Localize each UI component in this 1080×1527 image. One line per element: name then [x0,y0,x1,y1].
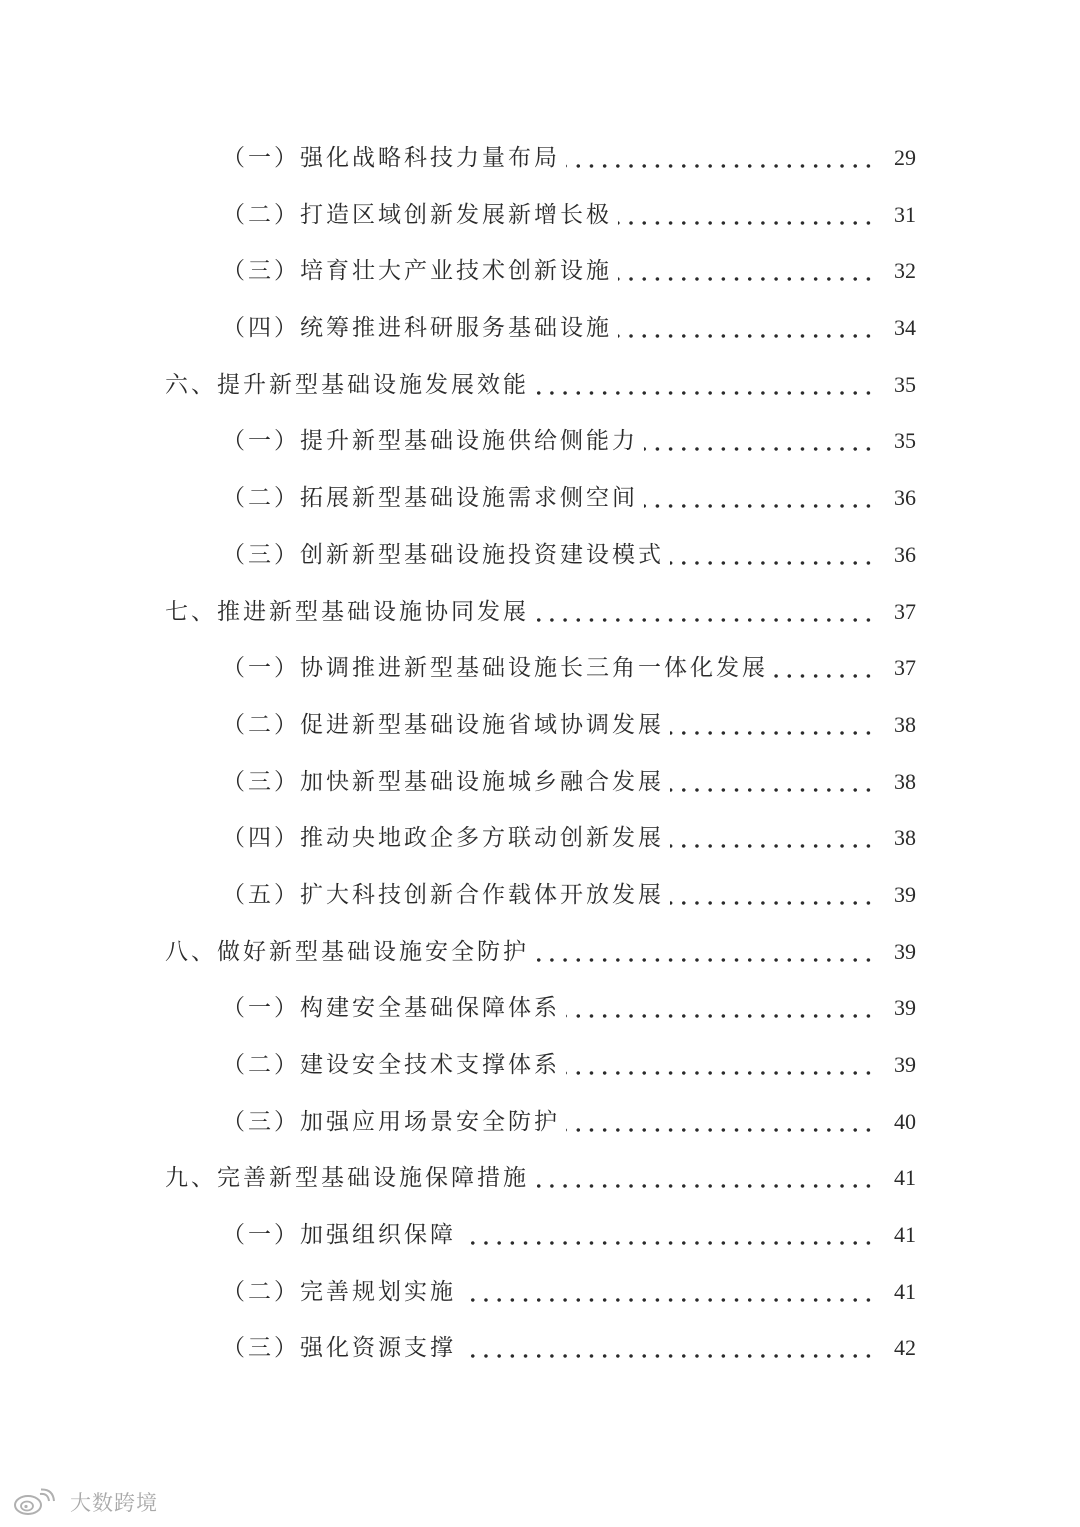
toc-section-entry [0,1264,1080,1321]
toc-page-number: 34 [894,315,916,341]
toc-page-number: 32 [894,258,916,284]
toc-dot-leader [644,447,875,451]
toc-entry-title: （一）协调推进新型基础设施长三角一体化发展 [222,655,768,682]
toc-page-number: 39 [894,938,916,964]
toc-dot-leader [566,1071,875,1075]
watermark-text: 大数跨境 [70,1491,158,1515]
toc-entry-title: （四）统筹推进科研服务基础设施 [222,315,612,342]
toc-chapter-entry [0,1150,1080,1207]
toc-dot-leader [670,844,875,848]
toc-entry-title: 七、推进新型基础设施协同发展 [165,598,529,625]
toc-dot-leader [670,561,875,565]
toc-section-entry [0,470,1080,527]
toc-dot-leader [566,1128,875,1132]
toc-dot-leader [462,1354,875,1358]
toc-section-entry [0,130,1080,187]
toc-page-number: 41 [894,1165,916,1191]
toc-page-number: 38 [894,711,916,737]
toc-page-number: 39 [894,995,916,1021]
toc-section-entry [0,1094,1080,1151]
toc-dot-leader [566,164,875,168]
toc-page-number: 31 [894,201,916,227]
toc-page-number: 39 [894,881,916,907]
toc-entry-title: （二）拓展新型基础设施需求侧空间 [222,485,638,512]
toc-section-entry [0,243,1080,300]
toc-page-number: 35 [894,428,916,454]
toc-entry-title: （一）加强组织保障 [222,1222,456,1249]
toc-page-number: 36 [894,485,916,511]
toc-entry-title: 六、提升新型基础设施发展效能 [165,371,529,398]
toc-entry-title: 九、完善新型基础设施保障措施 [165,1165,529,1192]
toc-page-number: 39 [894,1052,916,1077]
toc-section-entry [0,640,1080,697]
toc-dot-leader [670,901,875,905]
toc-entry-title: （二）建设安全技术支撑体系 [222,1052,560,1078]
toc-entry-title: （一）强化战略科技力量布局 [222,145,560,171]
toc-page-number: 40 [894,1108,916,1134]
toc-dot-leader [618,277,875,281]
toc-section-entry [0,1320,1080,1377]
toc-entry-title: （一）提升新型基础设施供给侧能力 [222,428,638,455]
watermark [12,1486,158,1518]
toc-page-number: 37 [894,655,916,681]
toc-page-number: 38 [894,825,916,851]
toc-entry-title: 八、做好新型基础设施安全防护 [165,938,529,965]
toc-section-entry [0,867,1080,924]
toc-dot-leader [462,1241,875,1245]
weibo-logo-icon [12,1488,62,1516]
toc-section-entry [0,980,1080,1037]
toc-section-entry [0,413,1080,470]
toc-page-number: 38 [894,768,916,794]
toc-entry-title: （三）加快新型基础设施城乡融合发展 [222,768,664,795]
toc-entry-title: （五）扩大科技创新合作载体开放发展 [222,881,664,908]
toc-page-number: 37 [894,598,916,624]
toc-section-entry [0,187,1080,244]
toc-section-entry [0,810,1080,867]
toc-page-number: 41 [894,1278,916,1304]
toc-section-entry [0,1207,1080,1264]
toc-section-entry [0,754,1080,811]
toc-page-number: 36 [894,541,916,567]
toc-entry-title: （四）推动央地政企多方联动创新发展 [222,825,664,852]
toc-chapter-entry [0,584,1080,641]
toc-dot-leader [670,731,875,735]
toc-entry-title: （二）打造区域创新发展新增长极 [222,201,612,228]
toc-dot-leader [618,334,875,338]
toc-entry-title: （三）创新新型基础设施投资建设模式 [222,541,664,568]
toc-chapter-entry [0,924,1080,981]
toc-dot-leader [462,1298,875,1302]
toc-entry-title: （二）促进新型基础设施省域协调发展 [222,711,664,738]
toc-dot-leader [670,788,875,792]
toc-entry-title: （二）完善规划实施 [222,1278,456,1305]
toc-dot-leader [618,221,875,225]
table-of-contents [0,130,1080,1377]
toc-dot-leader [535,618,875,622]
toc-entry-title: （三）培育壮大产业技术创新设施 [222,258,612,285]
toc-page-number: 42 [894,1335,916,1361]
toc-section-entry [0,527,1080,584]
toc-section-entry [0,300,1080,357]
toc-page-number: 41 [894,1222,916,1248]
toc-dot-leader [644,504,875,508]
toc-entry-title: （一）构建安全基础保障体系 [222,995,560,1022]
toc-section-entry [0,1037,1080,1094]
toc-chapter-entry [0,357,1080,414]
toc-dot-leader [566,1014,875,1018]
toc-section-entry [0,697,1080,754]
toc-entry-title: （三）强化资源支撑 [222,1335,456,1362]
toc-page-number: 35 [894,371,916,397]
toc-page-number: 29 [894,145,916,170]
toc-dot-leader [535,391,875,395]
toc-dot-leader [774,674,875,678]
toc-entry-title: （三）加强应用场景安全防护 [222,1108,560,1135]
toc-dot-leader [535,1184,875,1188]
toc-dot-leader [535,958,875,962]
